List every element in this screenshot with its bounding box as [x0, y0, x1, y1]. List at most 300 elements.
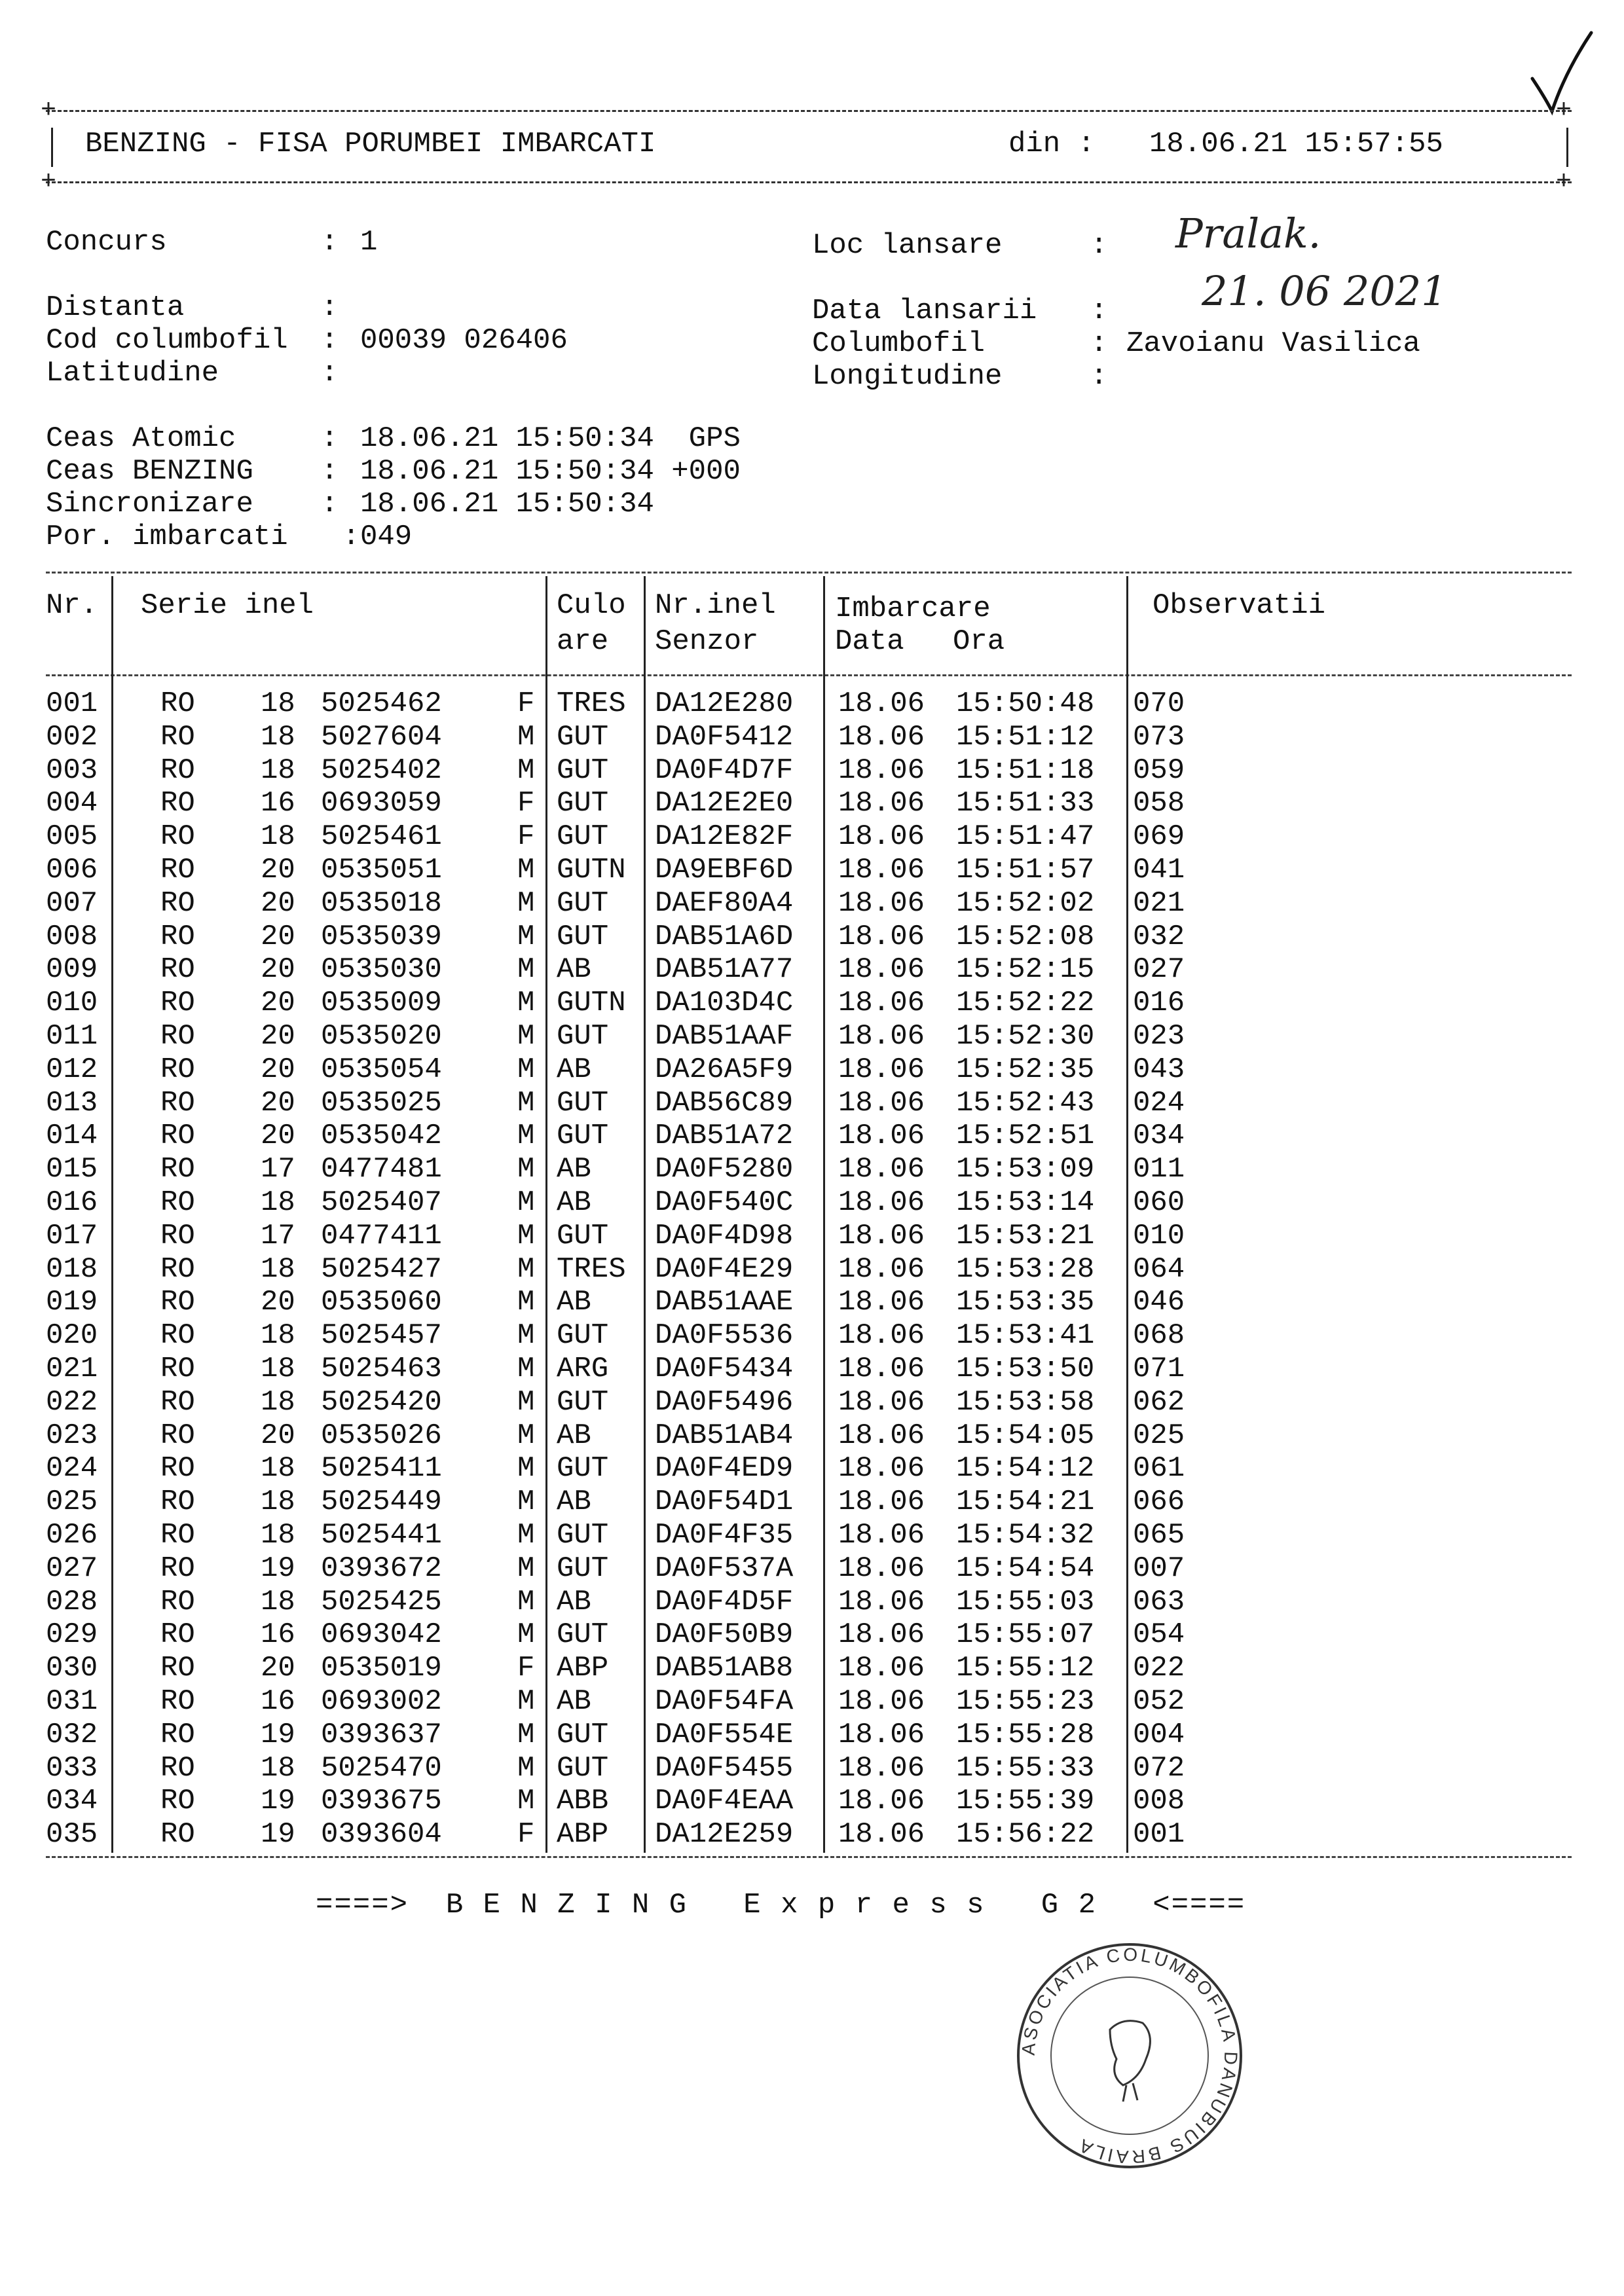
row-nr: 022 — [46, 1385, 98, 1419]
association-stamp — [1012, 1938, 1247, 2174]
row-year: 18 — [261, 1585, 295, 1618]
columbofil-label: Columbofil — [812, 327, 986, 360]
row-date: 18.06 — [838, 1219, 925, 1252]
row-observation: 065 — [1133, 1519, 1185, 1552]
row-sensor: DAB51AAE — [655, 1286, 794, 1319]
row-time: 15:52:02 — [956, 886, 1095, 920]
ceas-benzing-sep: : — [321, 455, 339, 488]
row-ring-number: 0393675 — [321, 1785, 442, 1818]
row-year: 16 — [261, 1685, 295, 1718]
row-sensor: DA0F50B9 — [655, 1618, 794, 1652]
row-time: 15:55:12 — [956, 1652, 1095, 1685]
row-observation: 032 — [1133, 920, 1185, 953]
row-sex: M — [517, 854, 535, 886]
row-year: 20 — [261, 1419, 295, 1452]
row-date: 18.06 — [838, 1153, 925, 1186]
row-color: GUT — [557, 1718, 609, 1751]
row-ring-number: 0535020 — [321, 1020, 442, 1053]
row-time: 15:55:28 — [956, 1718, 1095, 1751]
row-country: RO — [160, 1153, 195, 1186]
row-ring-number: 0535060 — [321, 1286, 442, 1319]
row-country: RO — [160, 1120, 195, 1153]
row-sensor: DAB51AB8 — [655, 1652, 794, 1685]
row-year: 16 — [261, 1618, 295, 1652]
row-sensor: DA0F54D1 — [655, 1485, 794, 1519]
columbofil-value: Zavoianu Vasilica — [1126, 327, 1420, 360]
row-sex: M — [517, 754, 535, 787]
row-ring-number: 0535042 — [321, 1120, 442, 1153]
row-ring-number: 5025449 — [321, 1485, 442, 1519]
row-date: 18.06 — [838, 687, 925, 720]
row-sex: M — [517, 1751, 535, 1785]
row-nr: 020 — [46, 1319, 98, 1353]
row-color: AB — [557, 1419, 591, 1452]
row-observation: 024 — [1133, 1086, 1185, 1120]
row-ring-number: 0393672 — [321, 1552, 442, 1585]
row-time: 15:51:47 — [956, 820, 1095, 854]
row-observation: 063 — [1133, 1585, 1185, 1618]
row-time: 15:55:23 — [956, 1685, 1095, 1718]
row-nr: 005 — [46, 820, 98, 854]
row-country: RO — [160, 787, 195, 820]
sincronizare-value: 18.06.21 15:50:34 — [360, 488, 654, 520]
row-observation: 011 — [1133, 1153, 1185, 1186]
row-nr: 001 — [46, 687, 98, 720]
row-sex: M — [517, 1086, 535, 1120]
row-year: 18 — [261, 1319, 295, 1353]
row-date: 18.06 — [838, 920, 925, 953]
row-date: 18.06 — [838, 953, 925, 987]
row-year: 17 — [261, 1153, 295, 1186]
row-nr: 017 — [46, 1219, 98, 1252]
row-country: RO — [160, 920, 195, 953]
row-country: RO — [160, 1552, 195, 1585]
row-country: RO — [160, 820, 195, 854]
row-color: AB — [557, 1286, 591, 1319]
row-date: 18.06 — [838, 720, 925, 754]
row-ring-number: 0535054 — [321, 1053, 442, 1086]
columbofil-sep: : — [1090, 327, 1108, 360]
row-ring-number: 0693042 — [321, 1618, 442, 1652]
row-color: ARG — [557, 1353, 609, 1385]
row-nr: 004 — [46, 787, 98, 820]
row-sensor: DA9EBF6D — [655, 854, 794, 886]
row-time: 15:53:58 — [956, 1385, 1095, 1419]
row-date: 18.06 — [838, 1785, 925, 1818]
row-nr: 023 — [46, 1419, 98, 1452]
row-ring-number: 0535018 — [321, 886, 442, 920]
row-country: RO — [160, 1718, 195, 1751]
row-sensor: DA0F4F35 — [655, 1519, 794, 1552]
row-sex: M — [517, 953, 535, 987]
row-country: RO — [160, 1585, 195, 1618]
row-country: RO — [160, 1252, 195, 1286]
row-nr: 027 — [46, 1552, 98, 1585]
row-color: TRES — [557, 687, 626, 720]
row-sex: M — [517, 720, 535, 754]
row-nr: 002 — [46, 720, 98, 754]
stamp-text: ASOCIATIA COLUMBOFILA DANUBIUS BRAILA — [1018, 1944, 1242, 2168]
row-sex: M — [517, 1685, 535, 1718]
row-time: 15:54:32 — [956, 1519, 1095, 1552]
row-sex: F — [517, 1652, 535, 1685]
row-color: GUT — [557, 1519, 609, 1552]
concurs-label: Concurs — [46, 226, 167, 259]
row-time: 15:52:15 — [956, 953, 1095, 987]
row-time: 15:51:57 — [956, 854, 1095, 886]
row-year: 17 — [261, 1219, 295, 1252]
table-top-rule — [46, 572, 1572, 574]
row-color: ABP — [557, 1818, 609, 1851]
data-lansarii-value-handwritten: 21. 06 2021 — [1202, 267, 1447, 315]
row-nr: 033 — [46, 1751, 98, 1785]
row-year: 18 — [261, 720, 295, 754]
row-date: 18.06 — [838, 1452, 925, 1485]
row-year: 18 — [261, 687, 295, 720]
row-date: 18.06 — [838, 1053, 925, 1086]
row-sensor: DA0F5536 — [655, 1319, 794, 1353]
row-ring-number: 0535009 — [321, 987, 442, 1020]
row-observation: 027 — [1133, 953, 1185, 987]
row-country: RO — [160, 720, 195, 754]
row-color: GUT — [557, 886, 609, 920]
footer-text: ====> B E N Z I N G E x p r e s s G 2 <==== — [316, 1889, 1246, 1922]
data-lansarii-sep: : — [1090, 295, 1108, 327]
row-year: 20 — [261, 920, 295, 953]
row-sensor: DA0F4D98 — [655, 1219, 794, 1252]
row-date: 18.06 — [838, 1652, 925, 1685]
por-imbarcati-value: 049 — [360, 520, 413, 553]
row-ring-number: 5025427 — [321, 1252, 442, 1286]
row-year: 20 — [261, 953, 295, 987]
row-color: GUT — [557, 1319, 609, 1353]
th-observatii: Observatii — [1153, 589, 1326, 622]
row-nr: 031 — [46, 1685, 98, 1718]
row-color: AB — [557, 1053, 591, 1086]
row-observation: 021 — [1133, 886, 1185, 920]
row-sex: M — [517, 1552, 535, 1585]
row-date: 18.06 — [838, 1020, 925, 1053]
row-color: GUT — [557, 1086, 609, 1120]
row-color: GUT — [557, 1751, 609, 1785]
row-year: 20 — [261, 1086, 295, 1120]
row-year: 18 — [261, 754, 295, 787]
row-year: 18 — [261, 1186, 295, 1219]
row-ring-number: 0393604 — [321, 1818, 442, 1851]
row-time: 15:53:14 — [956, 1186, 1095, 1219]
row-sensor: DAB51AB4 — [655, 1419, 794, 1452]
row-observation: 064 — [1133, 1252, 1185, 1286]
row-observation: 034 — [1133, 1120, 1185, 1153]
row-ring-number: 5027604 — [321, 720, 442, 754]
row-time: 15:52:30 — [956, 1020, 1095, 1053]
row-country: RO — [160, 886, 195, 920]
row-ring-number: 0535025 — [321, 1086, 442, 1120]
th-nr: Nr. — [46, 589, 98, 622]
row-country: RO — [160, 754, 195, 787]
row-sex: F — [517, 1818, 535, 1851]
row-ring-number: 5025425 — [321, 1585, 442, 1618]
row-time: 15:55:07 — [956, 1618, 1095, 1652]
row-ring-number: 0535026 — [321, 1419, 442, 1452]
row-sensor: DA0F4EAA — [655, 1785, 794, 1818]
row-sex: M — [517, 1785, 535, 1818]
row-sensor: DA0F5280 — [655, 1153, 794, 1186]
row-sex: M — [517, 1618, 535, 1652]
row-date: 18.06 — [838, 820, 925, 854]
concurs-value: 1 — [360, 226, 378, 259]
row-country: RO — [160, 1618, 195, 1652]
ceas-atomic-label: Ceas Atomic — [46, 422, 236, 455]
row-country: RO — [160, 953, 195, 987]
row-color: AB — [557, 1153, 591, 1186]
row-nr: 024 — [46, 1452, 98, 1485]
row-observation: 007 — [1133, 1552, 1185, 1585]
sincronizare-label: Sincronizare — [46, 488, 253, 520]
row-ring-number: 5025407 — [321, 1186, 442, 1219]
longitudine-label: Longitudine — [812, 360, 1003, 393]
row-ring-number: 5025402 — [321, 754, 442, 787]
row-time: 15:53:41 — [956, 1319, 1095, 1353]
row-observation: 069 — [1133, 820, 1185, 854]
row-year: 20 — [261, 854, 295, 886]
row-date: 18.06 — [838, 1818, 925, 1851]
row-sensor: DA12E82F — [655, 820, 794, 854]
distanta-label: Distanta — [46, 291, 185, 324]
row-country: RO — [160, 1353, 195, 1385]
cod-label: Cod columbofil — [46, 324, 288, 357]
row-ring-number: 5025441 — [321, 1519, 442, 1552]
ceas-benzing-value: 18.06.21 15:50:34 +000 — [360, 455, 741, 488]
row-sex: M — [517, 1286, 535, 1319]
row-nr: 016 — [46, 1186, 98, 1219]
loc-value-handwritten: Pralak. — [1175, 210, 1321, 257]
row-observation: 068 — [1133, 1319, 1185, 1353]
row-year: 18 — [261, 820, 295, 854]
row-ring-number: 5025411 — [321, 1452, 442, 1485]
row-date: 18.06 — [838, 1718, 925, 1751]
loc-label: Loc lansare — [812, 229, 1003, 262]
row-country: RO — [160, 1519, 195, 1552]
row-country: RO — [160, 1485, 195, 1519]
row-color: AB — [557, 1585, 591, 1618]
row-observation: 022 — [1133, 1652, 1185, 1685]
row-sex: M — [517, 1020, 535, 1053]
row-nr: 015 — [46, 1153, 98, 1186]
th-imbarcare: Imbarcare — [835, 592, 991, 625]
document-title: BENZING - FISA PORUMBEI IMBARCATI — [85, 128, 656, 160]
row-observation: 016 — [1133, 987, 1185, 1020]
row-country: RO — [160, 1385, 195, 1419]
row-date: 18.06 — [838, 1585, 925, 1618]
row-date: 18.06 — [838, 987, 925, 1020]
row-time: 15:52:35 — [956, 1053, 1095, 1086]
row-country: RO — [160, 987, 195, 1020]
row-date: 18.06 — [838, 1353, 925, 1385]
row-color: GUT — [557, 1219, 609, 1252]
row-sex: M — [517, 1053, 535, 1086]
row-nr: 019 — [46, 1286, 98, 1319]
row-sensor: DA0F5412 — [655, 720, 794, 754]
row-nr: 026 — [46, 1519, 98, 1552]
row-color: GUTN — [557, 854, 626, 886]
th-senzor: Senzor — [655, 625, 759, 658]
row-sex: F — [517, 787, 535, 820]
row-year: 20 — [261, 1286, 295, 1319]
row-observation: 073 — [1133, 720, 1185, 754]
row-nr: 007 — [46, 886, 98, 920]
row-year: 18 — [261, 1353, 295, 1385]
col-sep-5 — [1126, 576, 1128, 1853]
row-sensor: DA0F54FA — [655, 1685, 794, 1718]
row-observation: 025 — [1133, 1419, 1185, 1452]
row-year: 18 — [261, 1252, 295, 1286]
row-sex: M — [517, 886, 535, 920]
row-sex: M — [517, 1519, 535, 1552]
row-observation: 060 — [1133, 1186, 1185, 1219]
row-year: 18 — [261, 1385, 295, 1419]
row-time: 15:54:54 — [956, 1552, 1095, 1585]
row-date: 18.06 — [838, 1751, 925, 1785]
row-country: RO — [160, 1751, 195, 1785]
row-sensor: DAB51A6D — [655, 920, 794, 953]
row-year: 20 — [261, 987, 295, 1020]
row-sex: M — [517, 1319, 535, 1353]
row-sensor: DA0F4ED9 — [655, 1452, 794, 1485]
row-sensor: DA26A5F9 — [655, 1053, 794, 1086]
row-nr: 025 — [46, 1485, 98, 1519]
row-color: AB — [557, 953, 591, 987]
row-color: AB — [557, 1485, 591, 1519]
row-sex: M — [517, 1485, 535, 1519]
col-sep-3 — [644, 576, 646, 1853]
row-color: AB — [557, 1186, 591, 1219]
row-date: 18.06 — [838, 1552, 925, 1585]
row-sensor: DA0F554E — [655, 1718, 794, 1751]
row-time: 15:51:33 — [956, 787, 1095, 820]
row-sensor: DA0F537A — [655, 1552, 794, 1585]
row-time: 15:54:12 — [956, 1452, 1095, 1485]
row-nr: 009 — [46, 953, 98, 987]
th-are: are — [557, 625, 609, 658]
row-color: GUT — [557, 1552, 609, 1585]
table-header-rule — [46, 674, 1572, 676]
row-observation: 072 — [1133, 1751, 1185, 1785]
row-sensor: DAB51AAF — [655, 1020, 794, 1053]
row-date: 18.06 — [838, 886, 925, 920]
row-date: 18.06 — [838, 1385, 925, 1419]
col-sep-1 — [111, 576, 113, 1853]
row-date: 18.06 — [838, 1252, 925, 1286]
row-sensor: DA12E280 — [655, 687, 794, 720]
row-year: 20 — [261, 1652, 295, 1685]
row-color: GUT — [557, 920, 609, 953]
row-time: 15:56:22 — [956, 1818, 1095, 1851]
row-sex: F — [517, 820, 535, 854]
row-observation: 010 — [1133, 1219, 1185, 1252]
row-observation: 001 — [1133, 1818, 1185, 1851]
row-sensor: DA0F4E29 — [655, 1252, 794, 1286]
row-country: RO — [160, 1020, 195, 1053]
row-time: 15:55:33 — [956, 1751, 1095, 1785]
row-sex: M — [517, 1153, 535, 1186]
row-nr: 021 — [46, 1353, 98, 1385]
row-sensor: DAB51A77 — [655, 953, 794, 987]
row-date: 18.06 — [838, 1685, 925, 1718]
row-color: AB — [557, 1685, 591, 1718]
row-sex: M — [517, 1252, 535, 1286]
row-sex: M — [517, 1219, 535, 1252]
row-nr: 003 — [46, 754, 98, 787]
row-nr: 030 — [46, 1652, 98, 1685]
row-year: 18 — [261, 1751, 295, 1785]
row-sensor: DA0F4D7F — [655, 754, 794, 787]
row-sex: M — [517, 1419, 535, 1452]
row-date: 18.06 — [838, 1485, 925, 1519]
ceas-atomic-sep: : — [321, 422, 339, 455]
th-data: Data — [835, 625, 904, 658]
row-year: 19 — [261, 1718, 295, 1751]
row-color: GUT — [557, 754, 609, 787]
row-nr: 012 — [46, 1053, 98, 1086]
row-color: GUT — [557, 1120, 609, 1153]
row-year: 19 — [261, 1785, 295, 1818]
row-year: 18 — [261, 1452, 295, 1485]
row-observation: 041 — [1133, 854, 1185, 886]
row-ring-number: 0477481 — [321, 1153, 442, 1186]
row-nr: 035 — [46, 1818, 98, 1851]
th-ora: Ora — [953, 625, 1005, 658]
row-ring-number: 0535030 — [321, 953, 442, 987]
row-observation: 070 — [1133, 687, 1185, 720]
pigeon-icon — [1110, 2021, 1150, 2102]
concurs-sep: : — [321, 226, 339, 259]
cod-value: 00039 026406 — [360, 324, 568, 357]
row-color: GUTN — [557, 987, 626, 1020]
row-date: 18.06 — [838, 1319, 925, 1353]
row-year: 19 — [261, 1818, 295, 1851]
row-sex: F — [517, 687, 535, 720]
row-ring-number: 5025463 — [321, 1353, 442, 1385]
ceas-atomic-value: 18.06.21 15:50:34 GPS — [360, 422, 741, 455]
header-din-label: din : — [1008, 128, 1096, 160]
row-sensor: DA12E2E0 — [655, 787, 794, 820]
cod-sep: : — [321, 324, 339, 357]
por-imbarcati-label: Por. imbarcati — [46, 520, 288, 553]
row-time: 15:53:21 — [956, 1219, 1095, 1252]
row-sex: M — [517, 1385, 535, 1419]
row-country: RO — [160, 1186, 195, 1219]
row-ring-number: 0693059 — [321, 787, 442, 820]
row-nr: 018 — [46, 1252, 98, 1286]
row-time: 15:51:18 — [956, 754, 1095, 787]
row-color: GUT — [557, 1452, 609, 1485]
th-serie: Serie inel — [141, 589, 314, 622]
row-year: 20 — [261, 1020, 295, 1053]
row-ring-number: 5025470 — [321, 1751, 442, 1785]
row-observation: 054 — [1133, 1618, 1185, 1652]
row-observation: 043 — [1133, 1053, 1185, 1086]
row-sensor: DA0F5434 — [655, 1353, 794, 1385]
row-nr: 029 — [46, 1618, 98, 1652]
row-color: ABB — [557, 1785, 609, 1818]
row-observation: 052 — [1133, 1685, 1185, 1718]
row-nr: 010 — [46, 987, 98, 1020]
row-sex: M — [517, 987, 535, 1020]
col-sep-4 — [823, 576, 825, 1853]
row-nr: 028 — [46, 1585, 98, 1618]
row-time: 15:52:08 — [956, 920, 1095, 953]
